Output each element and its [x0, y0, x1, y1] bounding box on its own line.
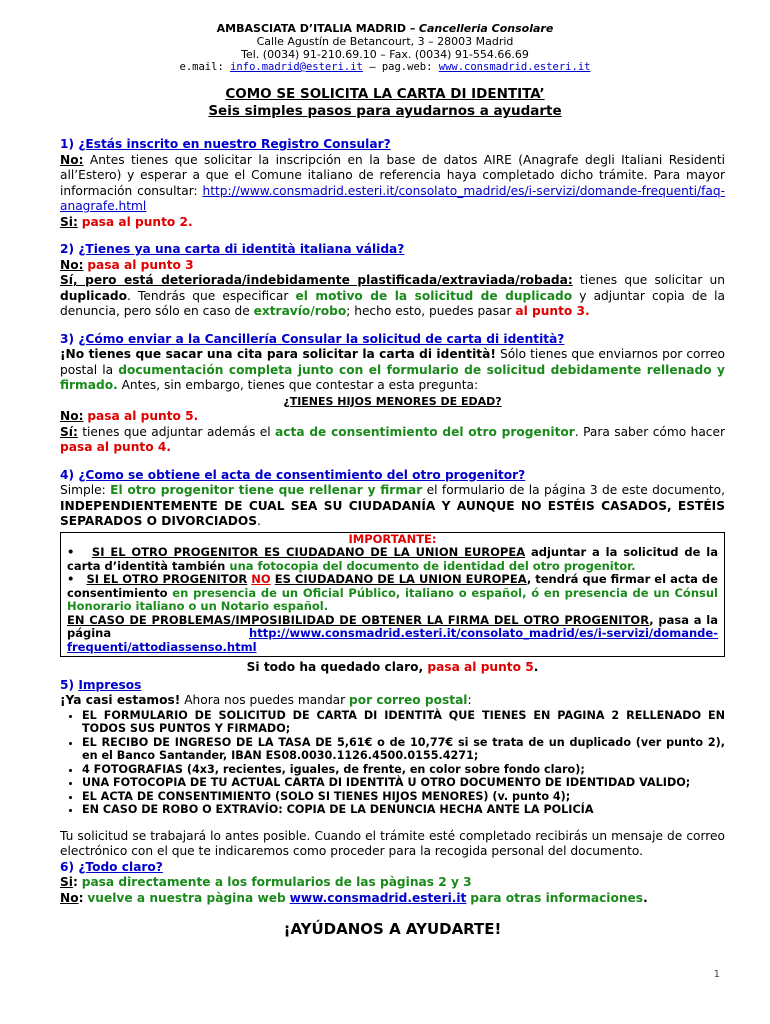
attodiassenso-link[interactable]: http://www.consmadrid.esteri.it/consolato_madrid/es/i-servizi/domande-frequenti/attodiassenso.html — [67, 626, 718, 654]
list-item: • EL RECIBO DE INGRESO DE LA TASA DE 5,61€ o de 10,77€ si se trata de un duplicado (ver punto 2), en el Banco Santander, IBAN ES08.0030.1126.4500.0155.4271; — [82, 736, 725, 763]
closing-callout: ¡AYÚDANOS A AYUDARTE! — [283, 920, 502, 938]
section-4-heading: 4) ¿Como se obtiene el acta de consentimiento del otro progenitor? — [60, 467, 526, 482]
section-6-no: No: vuelve a nuestra pàgina web www.consmadrid.esteri.it para otras informaciones. — [60, 890, 648, 905]
page-number: 1 — [713, 969, 720, 980]
important-heading: IMPORTANTE: — [348, 531, 437, 546]
letterhead-address: Calle Agustín de Betancourt, 3 – 28003 Madrid — [256, 35, 514, 48]
list-item: • EN CASO DE ROBO O EXTRAVÍO: COPIA DE LA DENUNCIA HECHA ANTE LA POLICÍA — [82, 803, 725, 817]
section-1-si: Si: pasa al punto 2. — [60, 214, 193, 229]
section-5-closing: Tu solicitud se trabajará lo antes posible. Cuando el trámite esté completado recibirás un mensaje de correo electrónico con el que te indicaremos como proceder para la recogida personal del documento. — [60, 828, 725, 858]
important-item-non-eu: • SI EL OTRO PROGENITOR NO ES CIUDADANO DE LA UNION EUROPEA, tendrá que firmar el acta de consentimiento en presencia de un Oficial Público, italiano o español, ó en presencia de un Cónsul Honorario italiano o un Notario español. — [67, 572, 718, 613]
important-item-eu: • SI EL OTRO PROGENITOR ES CIUDADANO DE LA UNION EUROPEA adjuntar a la solicitud de la carta d’identità también una fotocopia del documento de identidad del otro progenitor. — [67, 545, 718, 573]
faq-anagrafe-link[interactable]: http://www.consmadrid.esteri.it/consolato_madrid/es/i-servizi/domande-frequenti/faq-anagrafe.html — [60, 183, 725, 213]
section-3-body: ¡No tienes que sacar una cita para solicitar la carta di identità! Sólo tienes que enviarnos por correo postal la documentación completa junto con el formulario de solicitud debidamente rellenado y firmado. Antes, sin embargo, tienes que contestar a esta pregunta: — [60, 347, 726, 392]
website-link[interactable]: www.consmadrid.esteri.it — [438, 61, 591, 73]
section-2-si: Sí, pero está deteriorada/indebidamente plastificada/extraviada/robada: tienes que solicitar un duplicado. Tendrás que especificar el motivo de la solicitud de duplicado y adjuntar copia de la denuncia, pero sólo en caso de extravío/robo; hecho esto, puedes pasar al punto 3. — [60, 273, 726, 318]
important-box — [60, 532, 725, 658]
section-3-heading: 3) ¿Cómo enviar a la Cancillería Consular la solicitud de carta di identità? — [60, 331, 565, 346]
letterhead-phone: Tel. (0034) 91-210.69.10 – Fax. (0034) 91-554.66.69 — [241, 48, 529, 61]
section-3-si: Sí: tienes que adjuntar además el acta de consentimiento del otro progenitor. Para saber cómo hacer pasa al punto 4. — [60, 424, 726, 454]
section-5-heading: 5) Impresos — [60, 677, 142, 692]
minors-question: ¿TIENES HIJOS MENORES DE EDAD? — [283, 394, 502, 408]
important-problems: EN CASO DE PROBLEMAS/IMPOSIBILIDAD DE OBTENER LA FIRMA DEL OTRO PROGENITOR, pasa a la página http://www.consmadrid.esteri.it/consolato_madrid/es/i-servizi/domande-frequenti/attodiassenso.html — [67, 612, 718, 654]
content-body — [60, 137, 725, 938]
section-1-heading: 1) ¿Estás inscrito en nuestro Registro Consular? — [60, 137, 391, 151]
section-2-no: No: pasa al punto 3 — [60, 257, 194, 272]
section-6-heading: 6) ¿Todo claro? — [60, 859, 163, 874]
section-1-no: No: Antes tienes que solicitar la inscripción en la base de datos AIRE (Anagrafe degli Italiani Residenti all’Estero) y esperar a que el Comune italiano de referencia haya completado dicho trámite. Para mayor información consultar: http://www.consmadrid.esteri.it/consolato_madrid/es/i-servizi/domande-frequenti/faq-anagrafe.html — [60, 152, 726, 213]
section-2-heading: 2) ¿Tienes ya una carta di identità italiana válida? — [60, 242, 405, 256]
letterhead-contacts: e.mail: info.madrid@esteri.it – pag.web: www.consmadrid.esteri.it — [179, 61, 591, 73]
section-5-intro: ¡Ya casi estamos! Ahora nos puedes mandar por correo postal: — [60, 693, 472, 707]
documents-list — [60, 709, 725, 817]
consulate-website-link[interactable]: www.consmadrid.esteri.it — [289, 890, 467, 905]
email-link[interactable]: info.madrid@esteri.it — [230, 61, 363, 73]
section-4-clear: Si todo ha quedado claro, pasa al punto 5. — [246, 660, 539, 674]
list-item: • 4 FOTOGRAFIAS (4x3, recientes, iguales, de frente, en color sobre fondo claro); — [82, 763, 725, 777]
list-item: • EL ACTA DE CONSENTIMIENTO (SOLO SI TIENES HIJOS MENORES) (v. punto 4); — [82, 790, 725, 804]
letterhead-line-1: AMBASCIATA D’ITALIA MADRID – Cancelleria Consolare — [216, 22, 554, 35]
section-4-body: Simple: El otro progenitor tiene que rellenar y firmar el formulario de la página 3 de este documento, INDEPENDIENTEMENTE DE CUAL SEA SU CIUDADANÍA Y AUNQUE NO ESTÉIS CASADOS, ESTÉIS SEPARADOS O DIVORCIADOS. — [60, 483, 726, 528]
section-6-si: Si: pasa directamente a los formularios de las pàginas 2 y 3 — [60, 875, 472, 889]
list-item: • EL FORMULARIO DE SOLICITUD DE CARTA DI IDENTITÀ QUE TIENES EN PAGINA 2 RELLENADO EN TODOS SUS PUNTOS Y FIRMADO; — [82, 709, 725, 736]
document-subtitle: Seis simples pasos para ayudarnos a ayudarte — [208, 103, 562, 119]
section-3-no: No: pasa al punto 5. — [60, 409, 199, 423]
list-item: • UNA FOTOCOPIA DE TU ACTUAL CARTA DI IDENTITÀ U OTRO DOCUMENTO DE IDENTIDAD VALIDO; — [82, 776, 725, 790]
document-title: COMO SE SOLICITA LA CARTA DI IDENTITA’ — [225, 86, 545, 102]
